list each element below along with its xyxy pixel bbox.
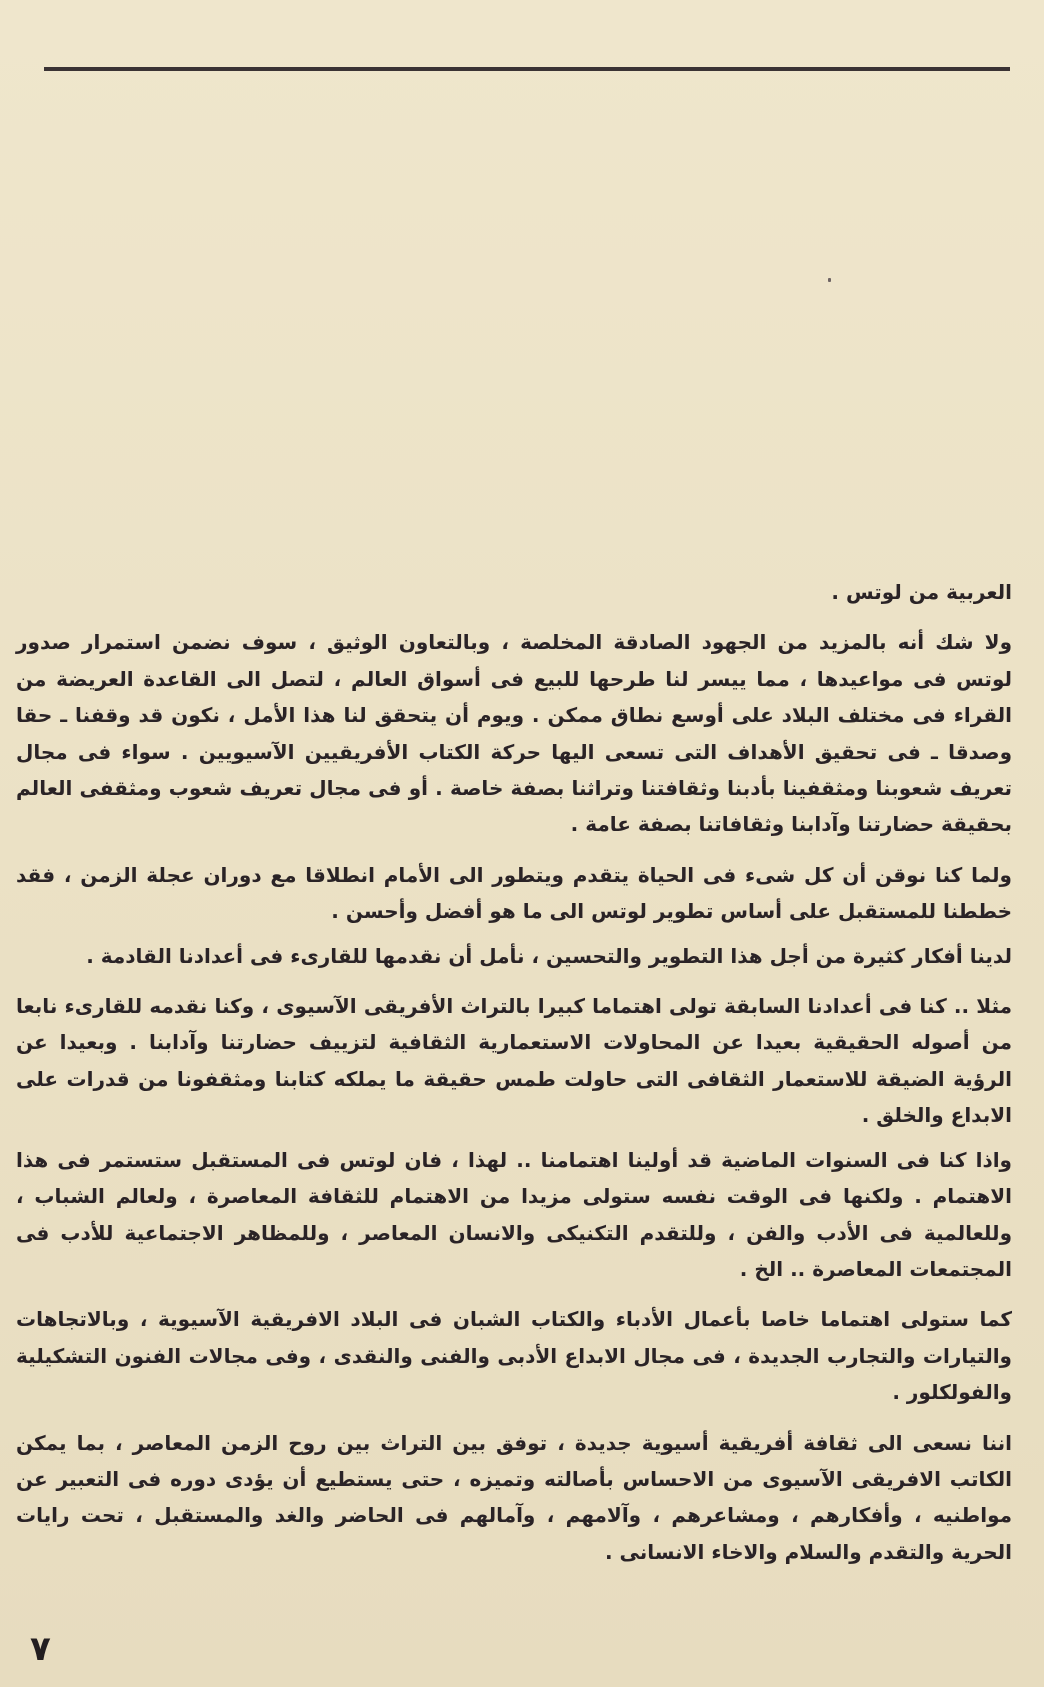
paragraph-future-planning: ولما كنا نوقن أن كل شىء فى الحياة يتقدم ويتطور الى الأمام انطلاقا مع دوران عجلة الزمن ، فقد خططنا للمستقبل على أساس تطوير لوتس الى ما هو أفضل وأحسن . <box>16 862 1012 924</box>
paragraph-heritage: مثلا .. كنا فى أعدادنا السابقة تولى اهتماما كبيرا بالتراث الأفريقى الآسيوى ، وكنا نقدمه للقارىء نابعا من أصوله الحقيقية بعيدا عن المحاولات الاستعمارية الثقافية لتزييف حضارتنا وآدابنا . وبعيدا عن الرؤية الضيقة للاستعمار الثقافى التى حاولت طمس حقيقة ما يملكه كتابنا ومثقفونا من قدرات على الابداع والخلق . <box>16 994 1012 1128</box>
paragraph-ideas: لدينا أفكار كثيرة من أجل هذا التطوير والتحسين ، نأمل أن نقدمها للقارىء فى أعدادنا القادمة . <box>86 943 1012 968</box>
paragraph-young-writers: كما ستولى اهتماما خاصا بأعمال الأدباء والكتاب الشبان فى البلاد الافريقية الآسيوية ، وبالاتجاهات والتيارات والتجارب الجديدة ، فى مجال الابداع الأدبى والفنى والنقدى ، وفى مجالات الفنون التشكيلية والفولكلور . <box>16 1307 1012 1405</box>
article-body <box>16 574 1012 1570</box>
paragraph-continuation: العربية من لوتس . <box>831 580 1012 604</box>
paper-speck <box>828 278 831 282</box>
header-rule <box>44 67 1010 71</box>
paragraph-publication-regularity: ولا شك أنه بالمزيد من الجهود الصادقة المخلصة ، وبالتعاون الوثيق ، سوف نضمن استمرار صدور لوتس فى مواعيدها ، مما ييسر لنا طرحها للبيع فى أسواق العالم ، لتصل الى القاعدة العريضة من القراء فى مختلف البلاد على أوسع نطاق ممكن . ويوم أن يتحقق لنا هذا الأمل ، نكون قد وقفنا ـ حقا وصدقا ـ فى تحقيق الأهداف التى تسعى اليها حركة الكتاب الأفريقيين الآسيويين . سواء فى مجال تعريف شعوبنا ومثقفينا بأدبنا وثقافتنا وتراثنا بصفة خاصة . أو فى مجال تعريف شعوب ومثقفى العالم بحقيقة حضارتنا وآدابنا وثقافاتنا بصفة عامة . <box>16 630 1012 837</box>
paragraph-new-culture: اننا نسعى الى ثقافة أفريقية أسيوية جديدة ، توفق بين التراث بين روح الزمن المعاصر ، بما يمكن الكاتب الافريقى الآسيوى من الاحساس بأصالته وتميزه ، حتى يستطيع أن يؤدى دوره فى التعبير عن مواطنيه ، وأفكارهم ، ومشاعرهم ، وآلامهم ، وآمالهم فى الحاضر والغد والمستقبل ، تحت رايات الحرية والتقدم والسلام والاخاء الانسانى . <box>16 1430 1012 1564</box>
page-number: ٧ <box>30 1629 51 1669</box>
paragraph-contemporary-culture: واذا كنا فى السنوات الماضية قد أولينا اهتمامنا .. لهذا ، فان لوتس فى المستقبل ستستمر فى هذا الاهتمام . ولكنها فى الوقت نفسه ستولى مزيدا من الاهتمام للثقافة المعاصرة ، ولعالم الشباب ، وللعالمية فى الأدب والفن ، وللتقدم التكنيكى والانسان المعاصر ، وللمظاهر الاجتماعية للأدب فى المجتمعات المعاصرة .. الخ . <box>16 1147 1012 1281</box>
